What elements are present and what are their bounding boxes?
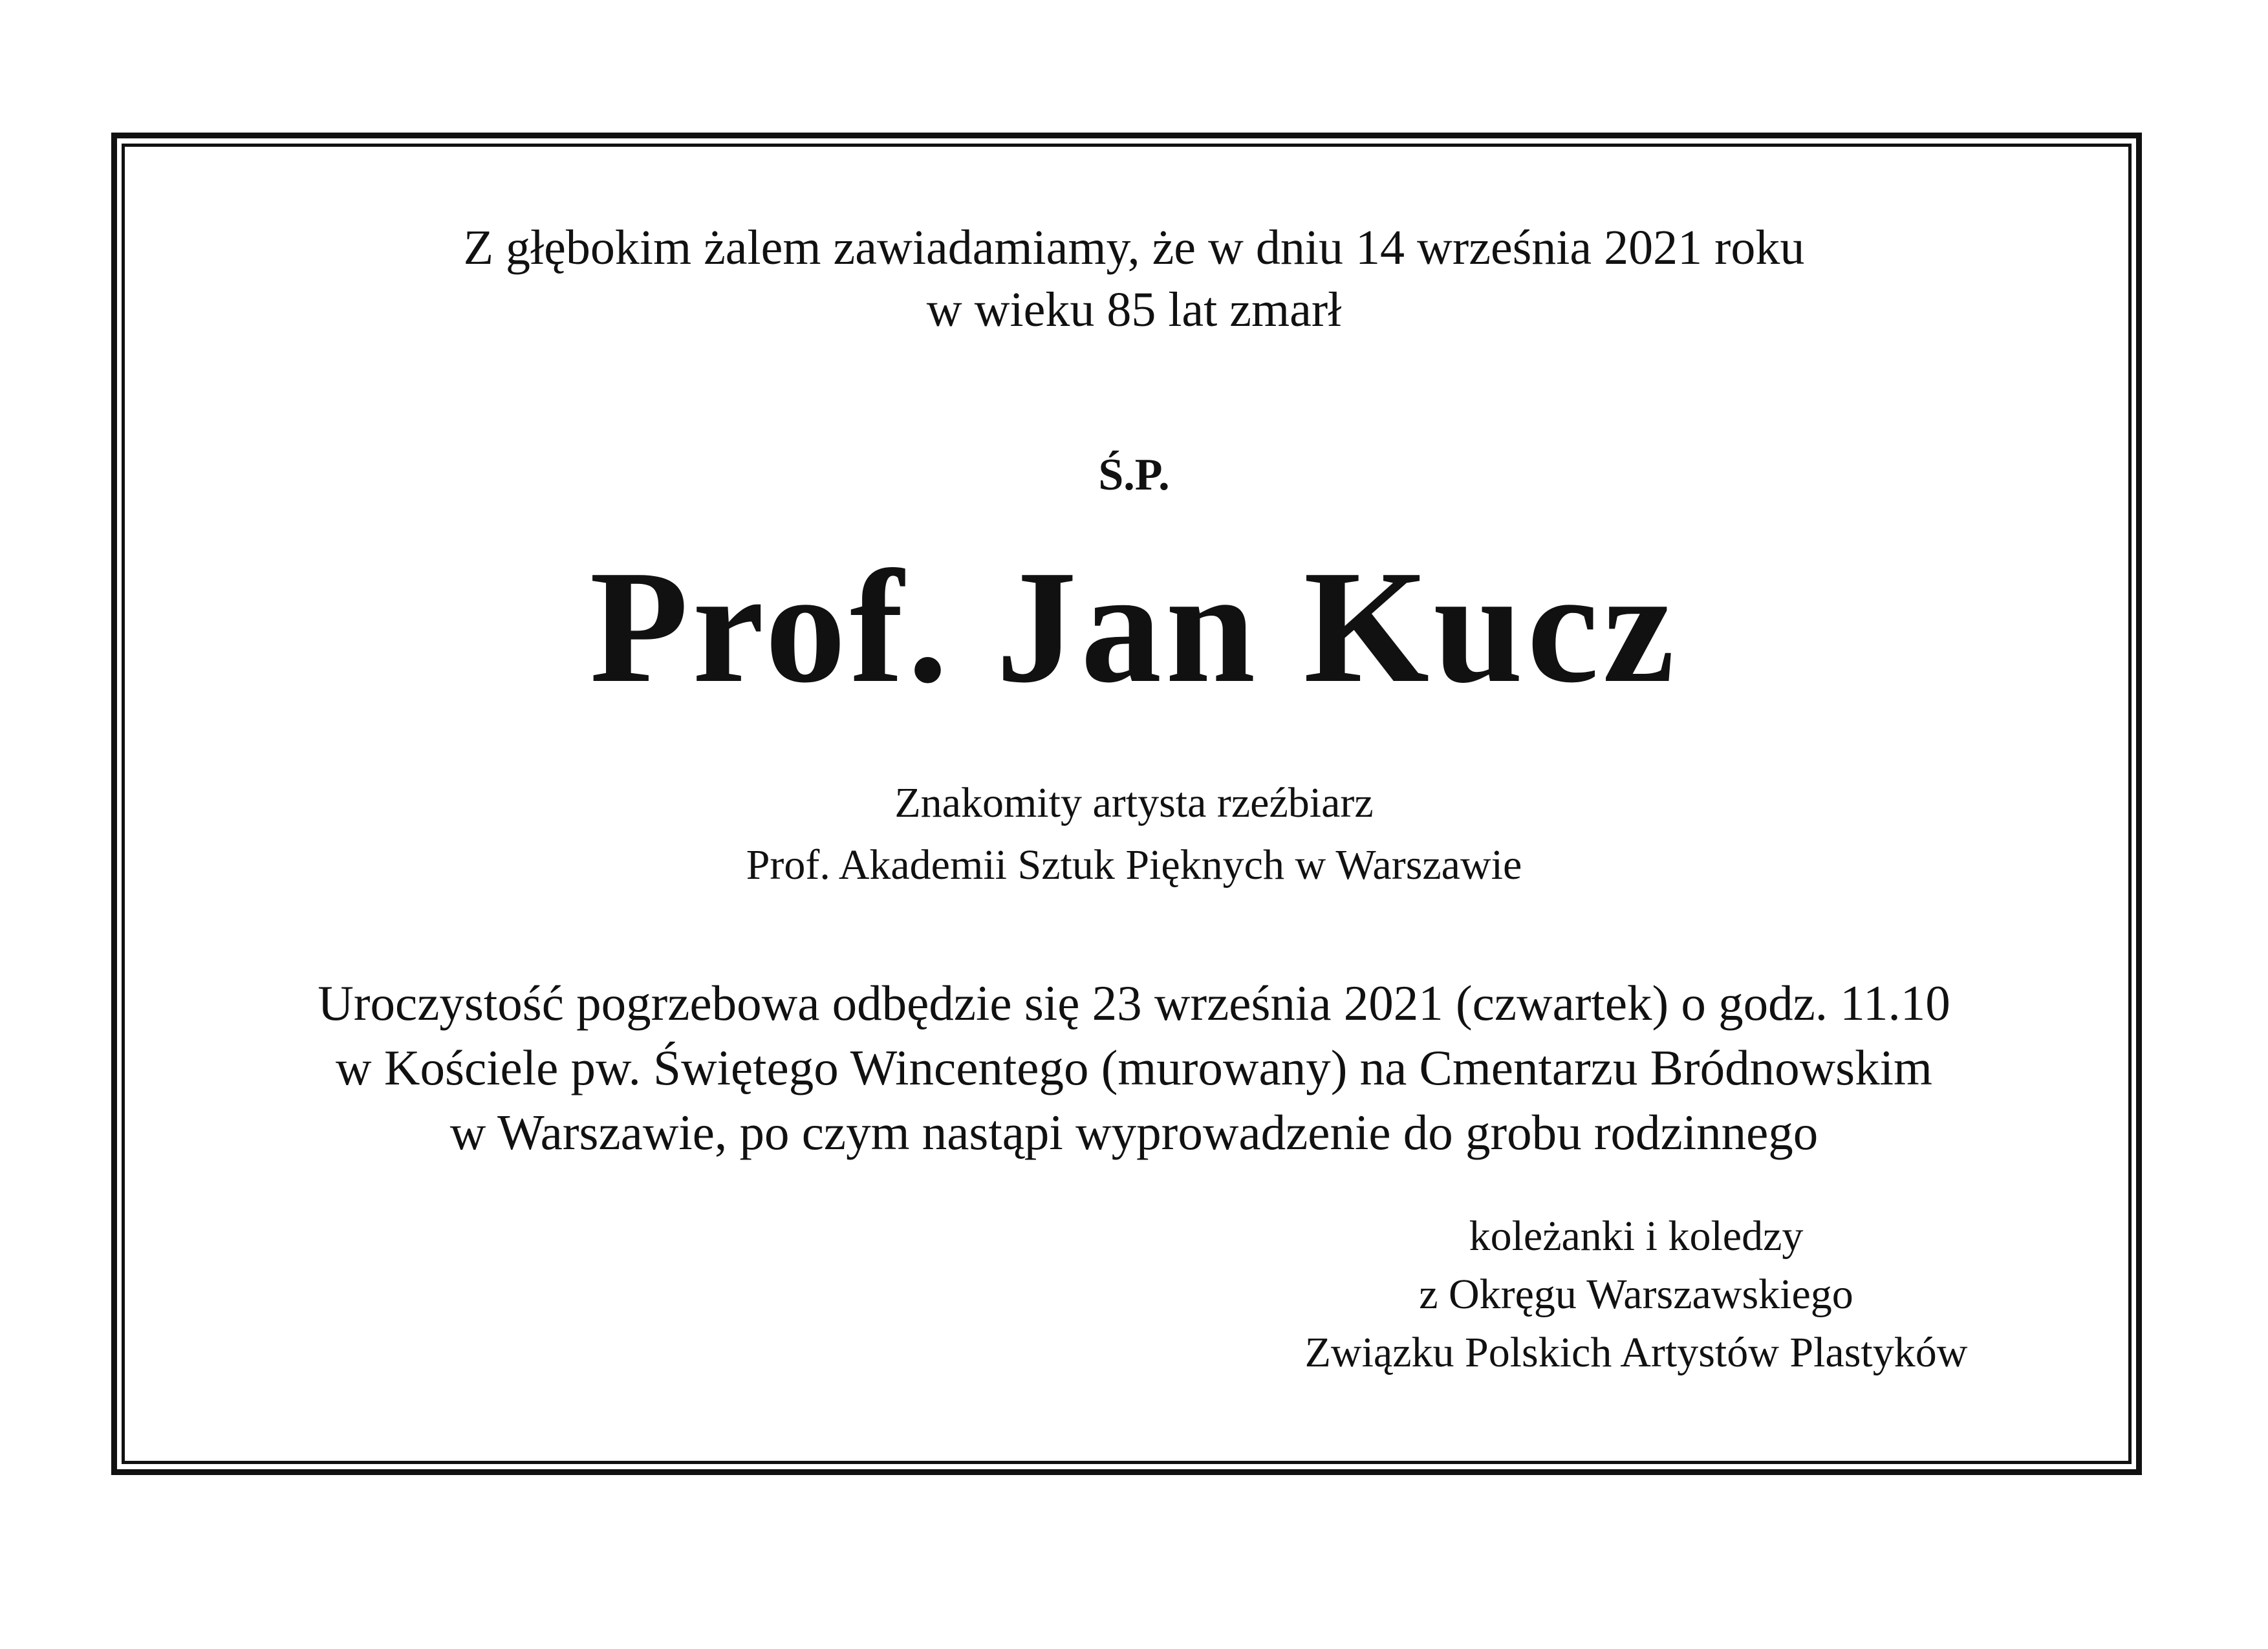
signature-line-2: z Okręgu Warszawskiego xyxy=(1419,1271,1853,1318)
intro-line-2: w wieku 85 lat zmarł xyxy=(926,283,1342,337)
ceremony-line-2: w Kościele pw. Świętego Wincentego (murowany) na Cmentarzu Bródnowskim xyxy=(336,1040,1932,1095)
signature-line-3: Związku Polskich Artystów Plastyków xyxy=(1304,1329,1968,1376)
intro-line-1: Z głębokim żalem zawiadamiamy, że w dniu 14 września 2021 roku xyxy=(463,221,1805,275)
signature-line-1: koleżanki i koledzy xyxy=(1469,1212,1804,1260)
description-line-1: Znakomity artysta rzeźbiarz xyxy=(894,779,1374,826)
prefix-sp: Ś.P. xyxy=(1098,450,1170,500)
ceremony-line-1: Uroczystość pogrzebowa odbędzie się 23 września 2021 (czwartek) o godz. 11.10 xyxy=(318,975,1950,1031)
ceremony-line-3: w Warszawie, po czym nastąpi wyprowadzenie do grobu rodzinnego xyxy=(449,1105,1819,1160)
description-line-2: Prof. Akademii Sztuk Pięknych w Warszawie xyxy=(746,841,1522,889)
deceased-name: Prof. Jan Kucz xyxy=(589,537,1679,717)
